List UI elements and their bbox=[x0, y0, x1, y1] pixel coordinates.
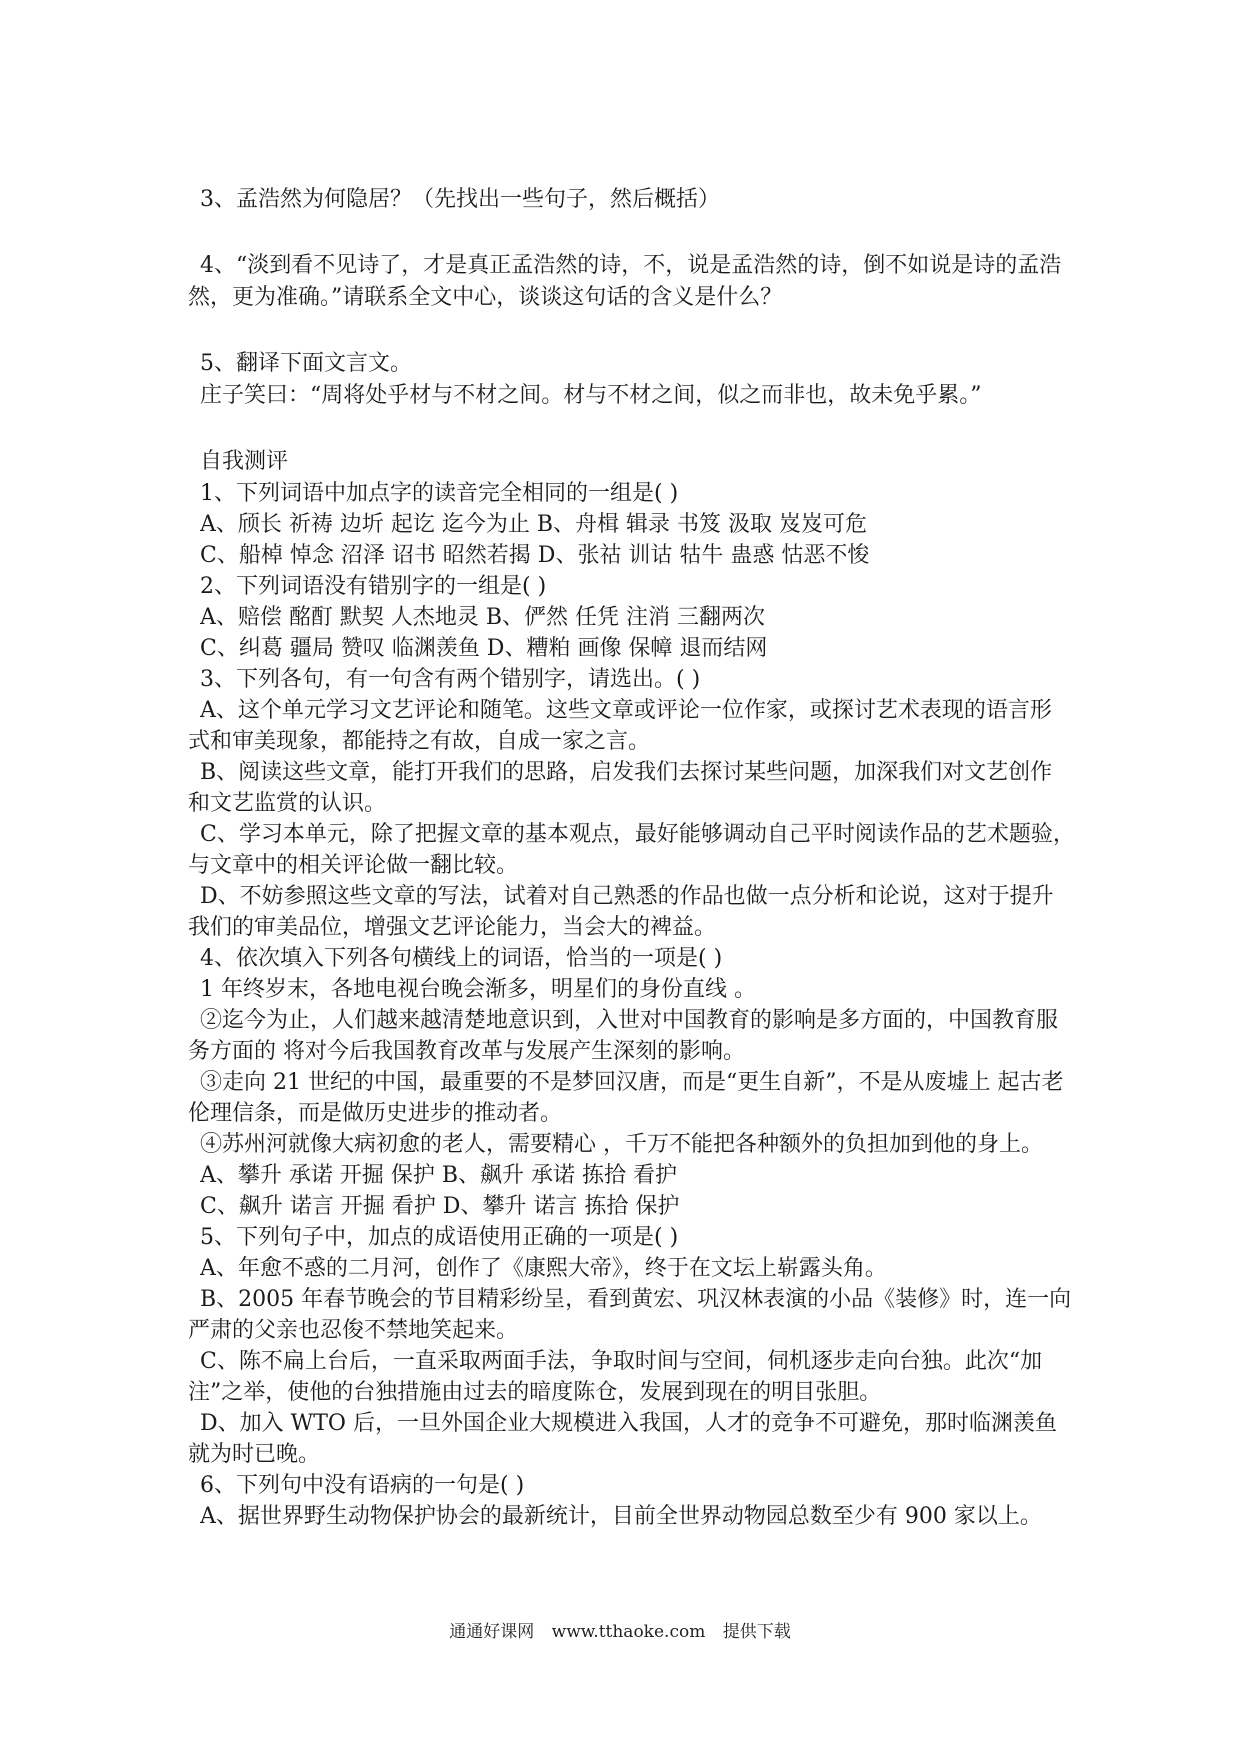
text-line: 6、下列句中没有语病的一句是( ) bbox=[200, 1473, 525, 1498]
question-4-line-1: 4、“淡到看不见诗了，才是真正孟浩然的诗，不，说是孟浩然的诗，倒不如说是诗的孟浩 bbox=[200, 253, 1062, 278]
text-line: 就为时已晚。 bbox=[188, 1442, 321, 1467]
text-line: 与文章中的相关评论做一翻比较。 bbox=[188, 853, 519, 878]
text-line: C、船棹 悼念 沼泽 诏书 昭然若揭 D、张祜 训诂 牯牛 蛊惑 怙恶不悛 bbox=[200, 543, 870, 568]
footer-suffix: 提供下载 bbox=[722, 1622, 791, 1642]
text-line: 5、下列句子中，加点的成语使用正确的一项是( ) bbox=[200, 1225, 679, 1250]
text-line: ③走向 21 世纪的中国，最重要的不是梦回汉唐，而是“更生自新”，不是从废墟上 起古老 bbox=[200, 1070, 1064, 1095]
text-line: C、陈不扁上台后，一直采取两面手法，争取时间与空间，伺机逐步走向台独。此次“加 bbox=[200, 1349, 1043, 1374]
text-line: C、纠葛 疆局 赞叹 临渊羡鱼 D、糟粕 画像 保幛 退而结网 bbox=[200, 636, 768, 661]
section-title: 自我测评 bbox=[200, 449, 289, 474]
footer-site-name: 通通好课网 bbox=[449, 1622, 535, 1642]
text-line: 务方面的 将对今后我国教育改革与发展产生深刻的影响。 bbox=[188, 1039, 745, 1064]
text-line: A、据世界野生动物保护协会的最新统计，目前全世界动物园总数至少有 900 家以上。 bbox=[200, 1504, 1042, 1529]
text-line: C、学习本单元，除了把握文章的基本观点，最好能够调动自己平时阅读作品的艺术题验， bbox=[200, 822, 1075, 847]
text-line: 1 年终岁末，各地电视台晚会渐多，明星们的身份直线 。 bbox=[200, 977, 756, 1002]
text-line: A、攀升 承诺 开掘 保护 B、飙升 承诺 拣拾 看护 bbox=[200, 1163, 678, 1188]
question-3-text: 3、孟浩然为何隐居？（先找出一些句子，然后概括） bbox=[200, 187, 720, 212]
text-line: A、赔偿 酩酊 默契 人杰地灵 B、俨然 任凭 注消 三翻两次 bbox=[200, 605, 766, 630]
text-line: D、加入 WTO 后，一旦外国企业大规模进入我国，人才的竞争不可避免，那时临渊羡鱼 bbox=[200, 1411, 1057, 1436]
text-line: D、不妨参照这些文章的写法，试着对自己熟悉的作品也做一点分析和论说，这对于提升 bbox=[200, 884, 1054, 909]
text-line: 2、下列词语没有错别字的一组是( ) bbox=[200, 574, 547, 599]
text-line: 伦理信条，而是做历史进步的推动者。 bbox=[188, 1101, 563, 1126]
classical-passage: 庄子笑曰：“周将处乎材与不材之间。材与不材之间，似之而非也，故未免乎累。” bbox=[200, 383, 982, 408]
text-line: 4、依次填入下列各句横线上的词语，恰当的一项是( ) bbox=[200, 946, 723, 971]
page-footer bbox=[0, 1620, 1240, 1644]
text-line: 我们的审美品位，增强文艺评论能力，当会大的裨益。 bbox=[188, 915, 717, 940]
footer-url[interactable]: www.tthaoke.com bbox=[551, 1622, 706, 1642]
question-4-line-2: 然，更为准确。”请联系全文中心，谈谈这句话的含义是什么？ bbox=[188, 285, 783, 310]
question-5-text: 5、翻译下面文言文。 bbox=[200, 351, 412, 376]
text-line: 和文艺监赏的认识。 bbox=[188, 791, 387, 816]
text-line: B、阅读这些文章，能打开我们的思路，启发我们去探讨某些问题，加深我们对文艺创作 bbox=[200, 760, 1053, 785]
text-line: A、年愈不惑的二月河，创作了《康熙大帝》，终于在文坛上崭露头角。 bbox=[200, 1256, 887, 1281]
text-line: A、这个单元学习文艺评论和随笔。这些文章或评论一位作家，或探讨艺术表现的语言形 bbox=[200, 698, 1052, 723]
text-line: ④苏州河就像大病初愈的老人，需要精心 ，千万不能把各种额外的负担加到他的身上。 bbox=[200, 1132, 1043, 1157]
text-line: 1、下列词语中加点字的读音完全相同的一组是( ) bbox=[200, 481, 679, 506]
text-line: 3、下列各句，有一句含有两个错别字，请选出。( ) bbox=[200, 667, 701, 692]
text-line: B、2005 年春节晚会的节目精彩纷呈，看到黄宏、巩汉林表演的小品《装修》时，连一向 bbox=[200, 1287, 1072, 1312]
text-line: 严肃的父亲也忍俊不禁地笑起来。 bbox=[188, 1318, 519, 1343]
text-line: 注”之举，使他的台独措施由过去的暗度陈仓，发展到现在的明目张胆。 bbox=[188, 1380, 882, 1405]
text-line: 式和审美现象，都能持之有故，自成一家之言。 bbox=[188, 729, 651, 754]
text-line: C、飙升 诺言 开掘 看护 D、攀升 诺言 拣拾 保护 bbox=[200, 1194, 680, 1219]
text-line: A、颀长 祈祷 边圻 起讫 迄今为止 B、舟楫 辑录 书笈 汲取 岌岌可危 bbox=[200, 512, 867, 537]
text-line: ②迄今为止，人们越来越清楚地意识到，入世对中国教育的影响是多方面的，中国教育服 bbox=[200, 1008, 1059, 1033]
